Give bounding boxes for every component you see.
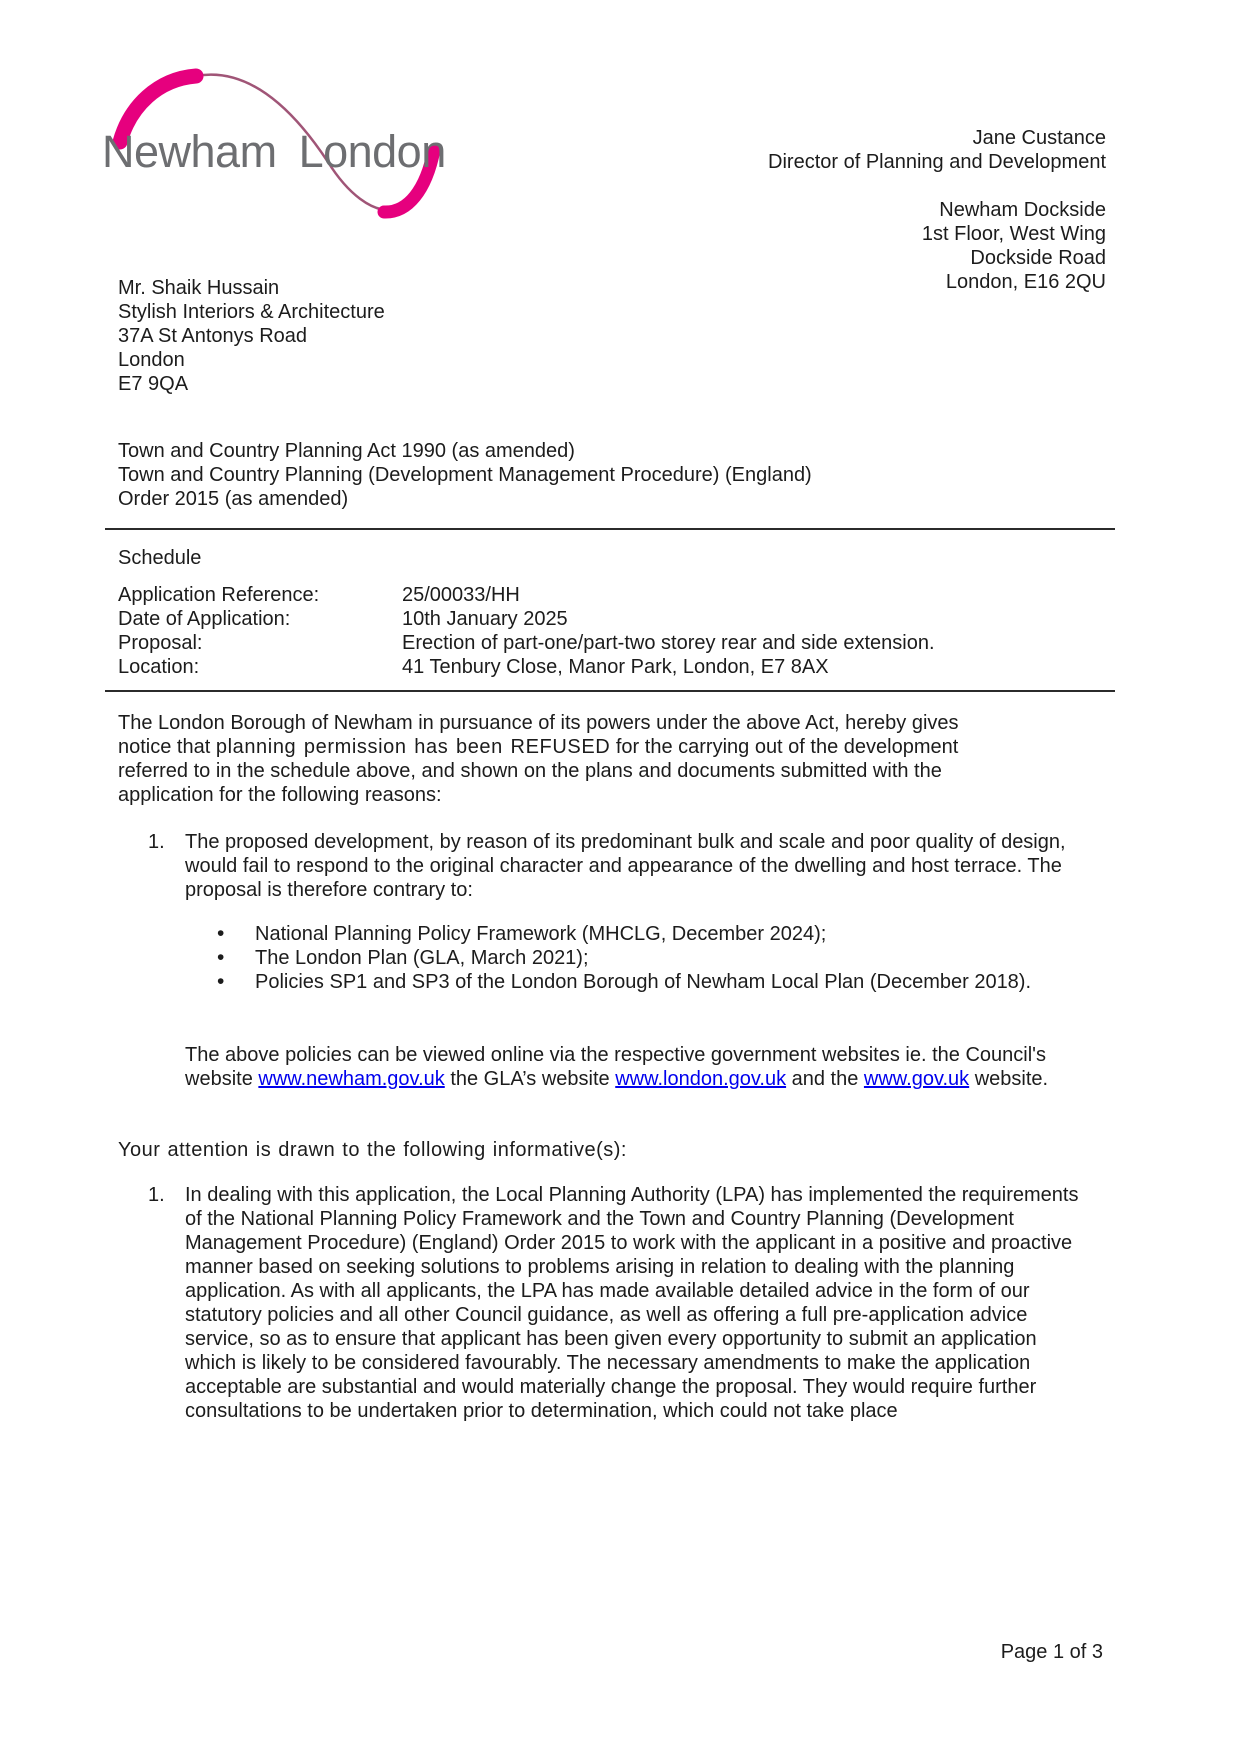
reason-item — [148, 830, 1080, 902]
schedule-value: 41 Tenbury Close, Manor Park, London, E7 8AX — [402, 656, 829, 678]
act-heading-line: Town and Country Planning Act 1990 (as amended) — [118, 440, 575, 462]
schedule-label: Location: — [118, 656, 200, 678]
informative-number: 1. — [148, 1184, 165, 1206]
bullet-text: The London Plan (GLA, March 2021); — [255, 947, 589, 969]
schedule-divider-top — [105, 528, 1115, 530]
recipient-line: 37A St Antonys Road — [118, 325, 308, 347]
link-gov-uk[interactable]: www.gov.uk — [863, 1068, 970, 1090]
reason-text: The proposed development, by reason of its predominant bulk and scale and poor quality of design, would fail to respond to the original character and appearance of the dwelling and host terrace. The proposal is therefore contrary to: — [185, 831, 1066, 901]
informatives-intro: Your attention is drawn to the following informative(s): — [118, 1139, 627, 1161]
sender-address-line: 1st Floor, West Wing — [921, 223, 1106, 245]
sender-block — [768, 126, 1106, 294]
refusal-emphasis: planning permission has been REFUSED — [215, 736, 611, 758]
recipient-line: Stylish Interiors & Architecture — [118, 301, 385, 323]
sender-address-line: London, E16 2QU — [945, 271, 1106, 293]
sender-spacer — [768, 174, 1106, 198]
bullet-marker: • — [217, 970, 225, 993]
informative-text: In dealing with this application, the Local Planning Authority (LPA) has implemented the requirements of the National Planning Policy Framework and the Town and Country Planning (Development Management Procedure) (England) Order 2015 to work with the applicant in a positive and proactive manner based on seeking solutions to problems arising in relation to dealing with the planning application. As with all applicants, the LPA has made available detailed advice in the form of our statutory policies and all other Council guidance, as well as offering a full pre-application advice service, so as to ensure that applicant has been given every opportunity to submit an application which is likely to be considered favourably. The necessary amendments to make the application acceptable are substantial and would materially change the proposal. They would require further consultations to be undertaken prior to determination, which could not take place — [185, 1184, 1079, 1422]
link-london-gov-uk[interactable]: www.london.gov.uk — [615, 1068, 787, 1090]
schedule-divider-bottom — [105, 690, 1115, 692]
schedule-row — [118, 655, 1108, 679]
schedule-value: 25/00033/HH — [402, 584, 520, 606]
sender-address-line: Dockside Road — [970, 247, 1106, 269]
policies-note-text: website. — [969, 1068, 1049, 1090]
act-heading-line: Order 2015 (as amended) — [118, 488, 349, 510]
page-number: Page 1 of 3 — [1000, 1641, 1103, 1663]
schedule-label: Application Reference: — [118, 584, 320, 606]
recipient-line: E7 9QA — [118, 373, 189, 395]
bullet-text: National Planning Policy Framework (MHCLG, December 2024); — [255, 923, 827, 945]
schedule-table — [118, 583, 1108, 679]
bullet-marker: • — [217, 946, 225, 969]
sender-name: Jane Custance — [972, 127, 1106, 149]
policies-note — [185, 1043, 1065, 1091]
bullet-text: Policies SP1 and SP3 of the London Borough of Newham Local Plan (December 2018). — [255, 971, 1032, 993]
policy-bullet-item — [217, 922, 1035, 946]
policies-note-text: The above policies can be viewed online via the respective government websites ie. the Council's website — [185, 1044, 1046, 1090]
schedule-value: Erection of part-one/part-two storey rear and side extension. — [402, 632, 935, 654]
schedule-row — [118, 607, 1108, 631]
reason-number: 1. — [148, 831, 165, 853]
policies-note-text: the GLA’s website — [444, 1068, 616, 1090]
policies-note-text: and the — [786, 1068, 864, 1090]
act-heading — [118, 439, 1018, 511]
recipient-line: London — [118, 349, 185, 371]
schedule-value: 10th January 2025 — [402, 608, 568, 630]
sender-address-line: Newham Dockside — [939, 199, 1106, 221]
newham-logo — [100, 62, 445, 224]
policy-bullet-item — [217, 946, 1035, 970]
link-newham-gov-uk[interactable]: www.newham.gov.uk — [258, 1068, 445, 1090]
informative-item — [148, 1183, 1085, 1423]
logo-wordmark: Newham London — [102, 126, 446, 177]
schedule-label: Proposal: — [118, 632, 203, 654]
refusal-text-start: The London Borough of Newham in pursuance of its powers under the above Act, hereby gives notice that — [118, 712, 959, 758]
act-heading-line: Town and Country Planning (Development Management Procedure) (England) — [118, 464, 812, 486]
sender-title: Director of Planning and Development — [768, 151, 1106, 173]
refusal-text-end: for the carrying out of the development referred to in the schedule above, and shown on the plans and documents submitted with the application for the following reasons: — [118, 736, 959, 806]
bullet-marker: • — [217, 922, 225, 945]
schedule-label: Date of Application: — [118, 608, 291, 630]
schedule-row — [118, 631, 1108, 655]
policy-bullet-item — [217, 970, 1035, 994]
schedule-row — [118, 583, 1108, 607]
schedule-title: Schedule — [118, 547, 202, 569]
recipient-address — [118, 276, 385, 396]
refusal-paragraph — [118, 711, 988, 807]
recipient-line: Mr. Shaik Hussain — [118, 277, 280, 299]
